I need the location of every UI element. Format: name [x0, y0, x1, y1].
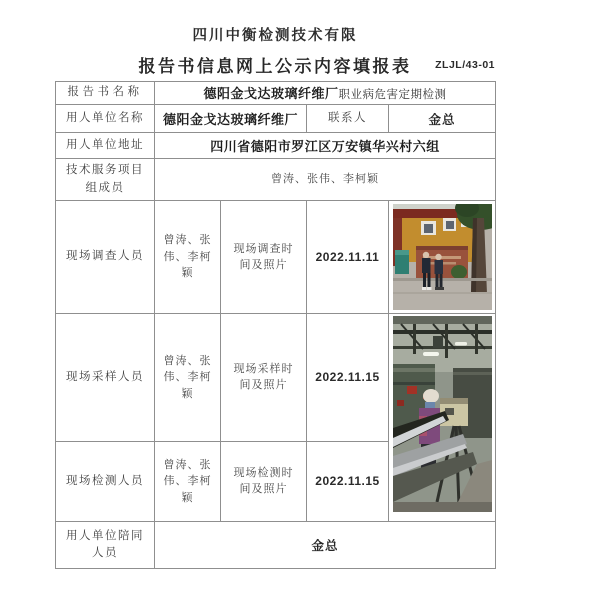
employer-name-label: 用人单位名称	[56, 105, 155, 133]
employer-address-value: 四川省德阳市罗江区万安镇华兴村六组	[155, 133, 496, 159]
site-sampling-time-label: 现场采样时间及照片	[221, 314, 307, 442]
site-survey-date: 2022.11.11	[307, 201, 389, 314]
site-testing-staff: 曾涛、张伟、李柯颖	[155, 441, 221, 521]
project-team-value: 曾涛、张伟、李柯颖	[155, 159, 496, 201]
row-site-survey	[56, 201, 496, 314]
site-sampling-staff: 曾涛、张伟、李柯颖	[155, 314, 221, 442]
sampling-photo	[393, 316, 492, 512]
row-report-name	[56, 82, 496, 105]
site-testing-time-label: 现场检测时间及照片	[221, 441, 307, 521]
row-employer-name	[56, 105, 496, 133]
accompanying-value: 金总	[155, 522, 496, 569]
site-sampling-label: 现场采样人员	[56, 314, 155, 442]
project-team-label: 技术服务项目组成员	[56, 159, 155, 201]
company-title: 四川中衡检测技术有限	[192, 28, 358, 44]
employer-address-label: 用人单位地址	[56, 133, 155, 159]
site-testing-date: 2022.11.15	[307, 441, 389, 521]
report-info-table	[55, 81, 496, 569]
site-testing-label: 现场检测人员	[56, 441, 155, 521]
row-project-team	[56, 159, 496, 201]
row-site-sampling	[56, 314, 496, 442]
site-survey-staff: 曾涛、张伟、李柯颖	[155, 201, 221, 314]
doc-code: ZLJL/43-01	[435, 59, 495, 71]
row-accompanying	[56, 522, 496, 569]
report-name-main: 德阳金戈达玻璃纤维厂	[203, 86, 339, 101]
row-employer-address	[56, 133, 496, 159]
sampling-photo-cell	[389, 314, 496, 522]
contact-value: 金总	[389, 105, 496, 133]
survey-photo	[393, 204, 492, 310]
site-survey-label: 现场调查人员	[56, 201, 155, 314]
site-survey-time-label: 现场调查时间及照片	[221, 201, 307, 314]
report-name-label: 报告书名称	[56, 82, 155, 105]
report-name-suffix: 职业病危害定期检测	[338, 89, 447, 101]
form-title: 报告书信息网上公示内容填报表	[138, 57, 412, 76]
site-sampling-date: 2022.11.15	[307, 314, 389, 442]
employer-name-value: 德阳金戈达玻璃纤维厂	[155, 105, 307, 133]
contact-label: 联系人	[307, 105, 389, 133]
form-header	[55, 24, 495, 76]
report-name-value	[155, 82, 496, 105]
accompanying-label: 用人单位陪同人员	[56, 522, 155, 569]
site-survey-photo-cell	[389, 201, 496, 314]
